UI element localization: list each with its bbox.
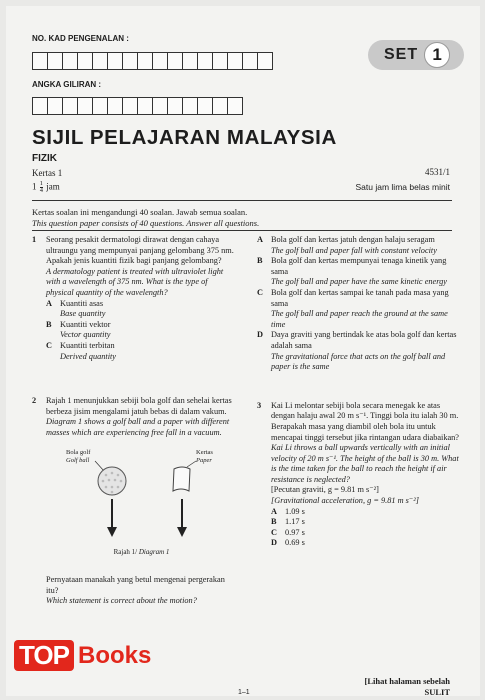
ic-number-boxes[interactable] (32, 52, 272, 70)
option-a[interactable]: A Bola golf dan kertas jatuh dengan halaju seragam The golf ball and paper fall with constant velocity (257, 235, 437, 255)
left-column (32, 235, 237, 607)
index-number-boxes[interactable] (32, 97, 242, 115)
sulit-label: SULIT (424, 687, 450, 697)
question-2-stem-malay: Pernyataan manakah yang betul mengenai pergerakan itu? (46, 575, 225, 595)
option-a[interactable]: A Kuantiti asas Base quantity (46, 298, 106, 319)
option-d[interactable]: D Daya graviti yang bertindak ke atas bola golf dan kertas adalah sama The gravitational force that acts on the golf ball and paper is the same (257, 330, 457, 372)
question-text-english: Kai Li throws a ball upwards vertically with an initial velocity of 20 m s⁻¹. The height of the ball is 30 m. What is the time taken for the ball to reach the height if air resistance is neglected? (271, 443, 459, 484)
diagram-1 (46, 449, 237, 545)
question-3 (257, 401, 462, 549)
question-text-malay: Rajah 1 menunjukkan sebiji bola golf dan sehelai kertas berbeza jisim mengalami jatuh bebas di dalam vakum. (46, 396, 232, 416)
question-2-stem-english: Which statement is correct about the motion? (46, 596, 197, 606)
option-b[interactable]: B Bola golf dan kertas mempunyai tenaga kinetik yang sama The golf ball and paper have the same kinetic energy (257, 256, 447, 287)
given-malay: [Pecutan graviti, g = 9.81 m s⁻²] (271, 485, 379, 495)
question-number: 1 (32, 235, 37, 244)
instructions (32, 207, 259, 229)
page-number: 1–1 (238, 689, 250, 696)
option-c[interactable]: C Bola golf dan kertas sampai ke tanah pada masa yang sama The golf ball and paper reach the ground at the same time (257, 287, 449, 329)
paper-code: 4531/1 (424, 167, 450, 177)
right-column (257, 235, 462, 549)
question-text-english: A dermatology patient is treated with ultraviolet light with a wavelength of 375 nm. What is the type of physical quantity of the wavelength? (46, 266, 224, 297)
paper-label: Kertas Paper (196, 448, 213, 464)
exam-page (6, 6, 480, 696)
topbooks-logo: TOP Books (14, 640, 151, 671)
given-english: [Gravitational acceleration, g = 9.81 m s⁻²] (271, 496, 419, 506)
golf-ball-label: Bola golf Golf ball (66, 448, 91, 464)
option-a[interactable]: A 1.09 s (271, 506, 305, 516)
instructions-divider (32, 230, 452, 231)
instructions-malay: Kertas soalan ini mengandungi 40 soalan. Jawab semua soalan. (32, 207, 248, 217)
instructions-english: This question paper consists of 40 questions. Answer all questions. (32, 218, 260, 228)
question-2-options (257, 235, 462, 373)
question-text-malay: Kai Li melontar sebiji bola secara menegak ke atas dengan halaju awal 20 m s⁻¹. Tinggi bola itu ialah 30 m. Berapakah masa yang diambil oleh bola itu untuk mencapai tinggi tersebut jika rintangan udara diabaikan? (271, 400, 459, 442)
diagram-caption: Rajah 1/ Diagram 1 (113, 547, 170, 556)
option-b[interactable]: B Kuantiti vektor Vector quantity (46, 319, 111, 340)
option-d[interactable]: D 0.69 s (271, 538, 305, 548)
question-text-english: Diagram 1 shows a golf ball and a paper with different masses which are experiencing free fall in a vacuum. (46, 417, 230, 437)
subject-name: FIZIK (32, 153, 57, 164)
exam-title: SIJIL PELAJARAN MALAYSIA (32, 126, 337, 149)
option-c[interactable]: C 0.97 s (271, 527, 305, 537)
option-c[interactable]: C Kuantiti terbitan Derived quantity (46, 340, 116, 361)
header-divider (32, 200, 452, 201)
question-text-malay: Seorang pesakit dermatologi dirawat dengan cahaya ultraungu yang mempunyai panjang gelombang 375 nm. Apakah jenis kuantiti fizik bagi panjang gelombang? (46, 235, 234, 266)
index-number-label: ANGKA GILIRAN : (32, 80, 102, 89)
question-1 (32, 235, 237, 362)
ic-number-label: NO. KAD PENGENALAN : (32, 34, 129, 43)
duration-text: Satu jam lima belas minit (355, 182, 450, 192)
question-number: 2 (32, 396, 37, 406)
paper-icon (173, 467, 190, 491)
free-fall-illustration (46, 449, 246, 541)
set-label: SET (384, 46, 419, 63)
footer-next-page: [Lihat halaman sebelah SULIT (364, 676, 450, 697)
time-allowed: 1 $\frac{1}{4}$ jam (32, 180, 60, 194)
set-number: 1 (424, 42, 450, 68)
question-number: 3 (257, 400, 262, 410)
paper-number: Kertas 1 (32, 168, 63, 178)
question-2 (32, 396, 237, 607)
set-badge (368, 40, 464, 70)
option-b[interactable]: B 1.17 s (271, 517, 305, 527)
